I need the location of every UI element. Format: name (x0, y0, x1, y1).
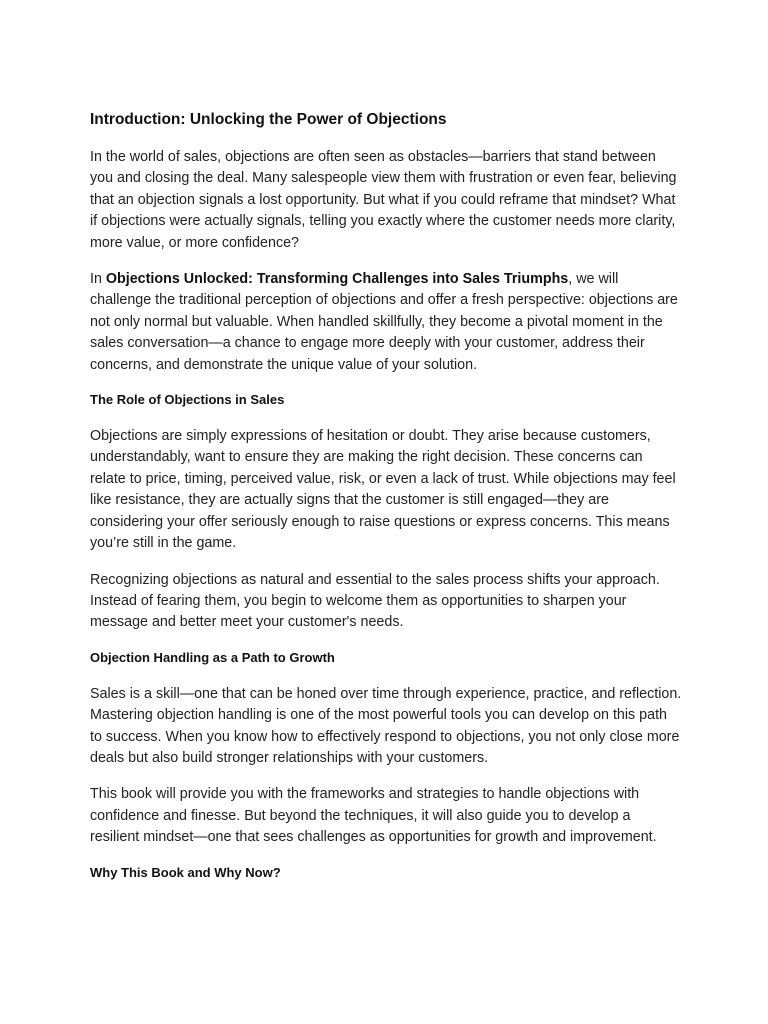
section-heading-why-this-book: Why This Book and Why Now? (90, 864, 281, 880)
section-heading-role-of-objections: The Role of Objections in Sales (90, 392, 285, 408)
intro-paragraph: In the world of sales, objections are often seen as obstacles—barriers that stand between you and closing the deal. Many salespeople view them with frustration or even fear, believing that an objection signals a lost opportunity. But what if you could reframe that mindset? What if objections were actually signals, telling you exactly where the customer needs more clarity, more value, or more confidence? (90, 149, 677, 251)
document-page (90, 110, 682, 899)
book-paragraph-prefix: In (90, 271, 106, 288)
document-title: Introduction: Unlocking the Power of Objections (90, 111, 447, 128)
book-title: Objections Unlocked: Transforming Challenges into Sales Triumphs (105, 271, 569, 288)
book-paragraph-suffix: , we will challenge the traditional perception of objections and offer a fresh perspective: objections are not only normal but valuable. When handled skillfully, they become a pivotal moment in the sales conversation—a chance to engage more deeply with your customer, address their concerns, and demonstrate the unique value of your solution. (90, 271, 678, 373)
section2-paragraph-1: Sales is a skill—one that can be honed over time through experience, practice, and reflection. Mastering objection handling is one of the most powerful tools you can develop on this path to success. When you know how to effectively respond to objections, you not only close more deals but also build stronger relationships with your customers. (90, 685, 682, 766)
book-paragraph (90, 269, 682, 376)
section1-paragraph-2: Recognizing objections as natural and essential to the sales process shifts your approach. Instead of fearing them, you begin to welcome them as opportunities to sharpen your message and better meet your customer's needs. (90, 571, 660, 631)
section-heading-objection-handling: Objection Handling as a Path to Growth (90, 649, 335, 665)
section2-paragraph-2: This book will provide you with the frameworks and strategies to handle objections with confidence and finesse. But beyond the techniques, it will also guide you to develop a resilient mindset—one that sees challenges as opportunities for growth and improvement. (90, 786, 657, 846)
section1-paragraph-1: Objections are simply expressions of hesitation or doubt. They arise because customers, understandably, want to ensure they are making the right decision. These concerns can relate to price, timing, perceived value, risk, or even a lack of trust. While objections may feel like resistance, they are actually signs that the customer is still engaged—they are considering your offer seriously enough to raise questions or express concerns. This means you’re still in the game. (90, 428, 676, 552)
